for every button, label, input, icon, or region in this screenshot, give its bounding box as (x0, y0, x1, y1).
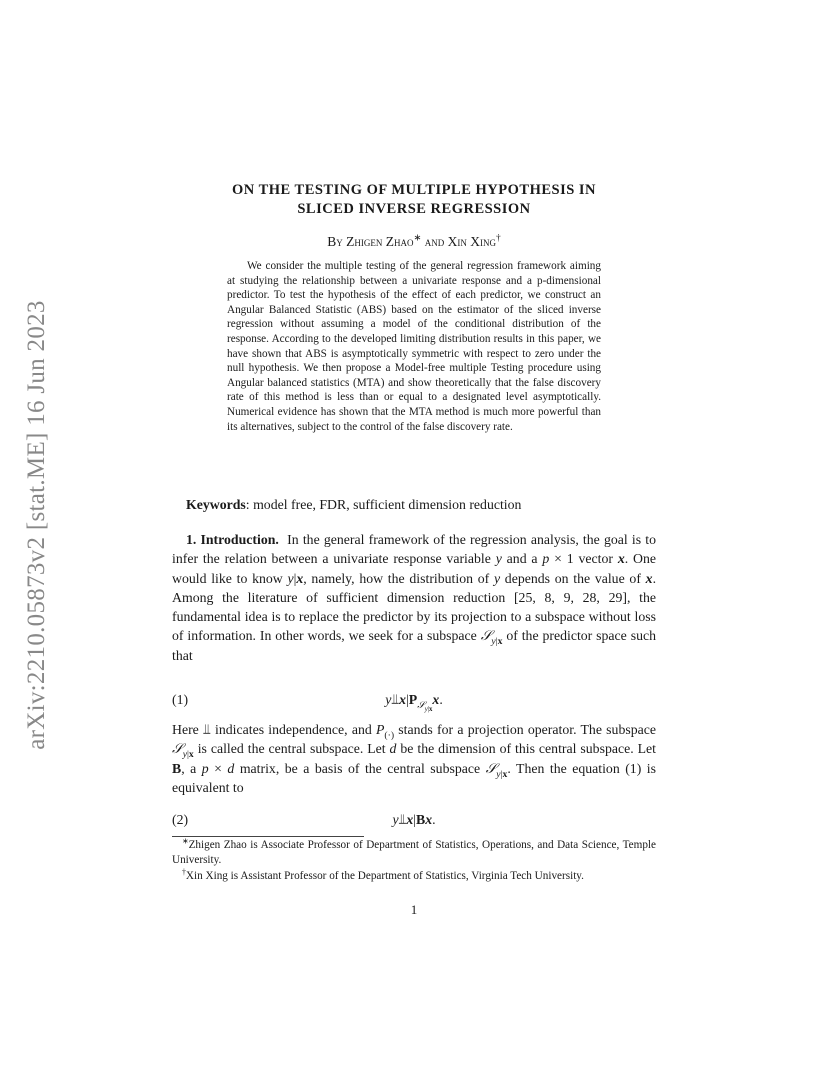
footnote-1-text: Zhigen Zhao is Associate Professor of Department of Statistics, Operations, and Data Science, Temple University. (172, 839, 656, 866)
footnote-1 (172, 838, 656, 867)
footnotes (172, 838, 656, 886)
footnote-2-mark: † (182, 867, 186, 877)
keywords-label: Keywords (186, 497, 246, 512)
author-line (172, 234, 656, 250)
section-heading: 1. Introduction. (186, 532, 279, 547)
intro-text: 1. Introduction. In the general framework of the regression analysis, the goal is to infer the relation between a univariate response variable y and a p × 1 vector x. One would like to know y|x, namely, how the distribution of y depends on the value of x. Among the literature of sufficient dimension reduction [25, 8, 9, 28, 29], the fundamental idea is to replace the predictor by its projection to a subspace without loss of information. In other words, we seek for a subspace 𝒮$_{y|x}$ of the predictor space such that (172, 532, 657, 663)
arxiv-sidebar (22, 280, 52, 770)
footnote-rule (172, 836, 364, 837)
page-number: 1 (410, 902, 418, 917)
by-word: By (327, 234, 343, 249)
equation-1-expression: $y⫫x|P_{𝒮_{y|x}}x$. (385, 692, 443, 713)
equation-1-number: (1) (172, 692, 189, 707)
introduction-paragraph (172, 530, 656, 665)
author-2: Xin Xing (447, 234, 497, 249)
abstract: We consider the multiple testing of the general regression framework aiming at studying the relationship between a univariate response and a p-dimensional predictor. To test the hypothesis of the effect of each predictor, we construct an Angular Balanced Statistic (ABS) based on the estimator of the sliced inverse regression without assuming a model of the conditional distribution of the response. According to the developed limiting distribution results in this paper, we have shown that ABS is asymptotically symmetric with respect to zero under the null hypothesis. We then propose a Model-free multiple Testing procedure using Angular balanced statistics (MTA) and show theoretically that the false discovery rate of this method is less than or equal to a designated level asymptotically. Numerical evidence has shown that the MTA method is much more powerful than its alternatives, subject to the control of the false discovery rate. (227, 260, 601, 433)
title-line-1: ON THE TESTING OF MULTIPLE HYPOTHESIS IN (231, 182, 597, 198)
author-1: Zhigen Zhao (346, 234, 414, 249)
author-2-mark: † (496, 233, 501, 244)
equation-2-number: (2) (172, 812, 189, 827)
footnote-2-text: Xin Xing is Assistant Professor of the Department of Statistics, Virginia Tech University. (185, 870, 584, 883)
independence-text: Here ⫫ indicates independence, and $P_{(\cdot)}$ stands for a projection operator. The subspace 𝒮$_{y|x}$ is called the central subspace. Let d be the dimension of this central subspace. Let B, a p × d matrix, be a basis of the central subspace 𝒮$_{y|x}$. Then the equation (1) is equivalent to (172, 722, 656, 795)
and-word: and (424, 234, 445, 249)
footnote-1-mark: ∗ (182, 836, 189, 846)
footnote-2 (172, 869, 656, 884)
paper-title (172, 181, 656, 219)
arxiv-identifier: arXiv:2210.05873v2 [stat.ME] 16 Jun 2023 (23, 300, 50, 750)
keywords-text: : model free, FDR, sufficient dimension reduction (245, 497, 522, 512)
title-line-2: SLICED INVERSE REGRESSION (297, 201, 531, 217)
author-1-mark: ∗ (413, 233, 422, 244)
keywords (186, 497, 656, 513)
equation-2-expression: y⫫x|Bx. (392, 812, 436, 827)
independence-paragraph (172, 720, 656, 797)
